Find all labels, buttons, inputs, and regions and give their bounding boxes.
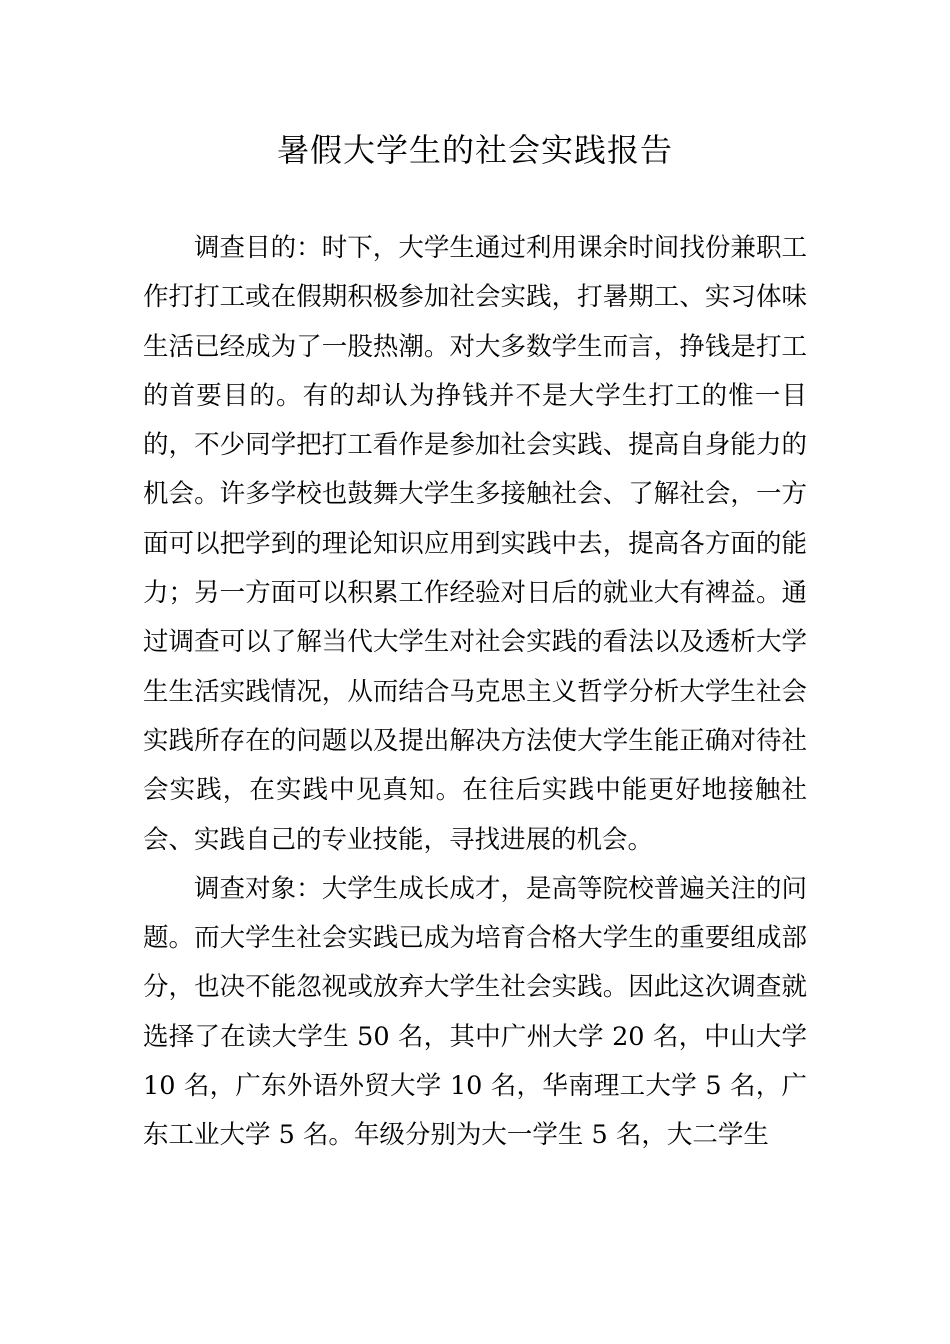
document-title: 暑假大学生的社会实践报告 — [276, 131, 673, 169]
document-body — [143, 224, 807, 1161]
paragraph-survey-subjects: 调查对象：大学生成长成才，是高等院校普遍关注的问题。而大学生社会实践已成为培育合格大学生的重要组成部分，也决不能忽视或放弃大学生社会实践。因此这次调查就选择了在读大学生 50 名，其中广州大学 20 名，中山大学 10 名，广东外语外贸大学 10 名，华南理工大学 5 名，广东工业大学 5 名。年级分别为大一学生 5 名，大二学生 — [143, 873, 807, 1151]
paragraph-survey-purpose: 调查目的：时下，大学生通过利用课余时间找份兼职工作打打工或在假期积极参加社会实践，打暑期工、实习体味生活已经成为了一股热潮。对大多数学生而言，挣钱是打工的首要目的。有的却认为挣钱并不是大学生打工的惟一目的，不少同学把打工看作是参加社会实践、提高自身能力的机会。许多学校也鼓舞大学生多接触社会、了解社会，一方面可以把学到的理论知识应用到实践中去，提高各方面的能力；另一方面可以积累工作经验对日后的就业大有裨益。通过调查可以了解当代大学生对社会实践的看法以及透析大学生生活实践情况，从而结合马克思主义哲学分析大学生社会实践所存在的问题以及提出解决方法使大学生能正确对待社会实践，在实践中见真知。在往后实践中能更好地接触社会、实践自己的专业技能，寻找进展的机会。 — [143, 233, 807, 855]
